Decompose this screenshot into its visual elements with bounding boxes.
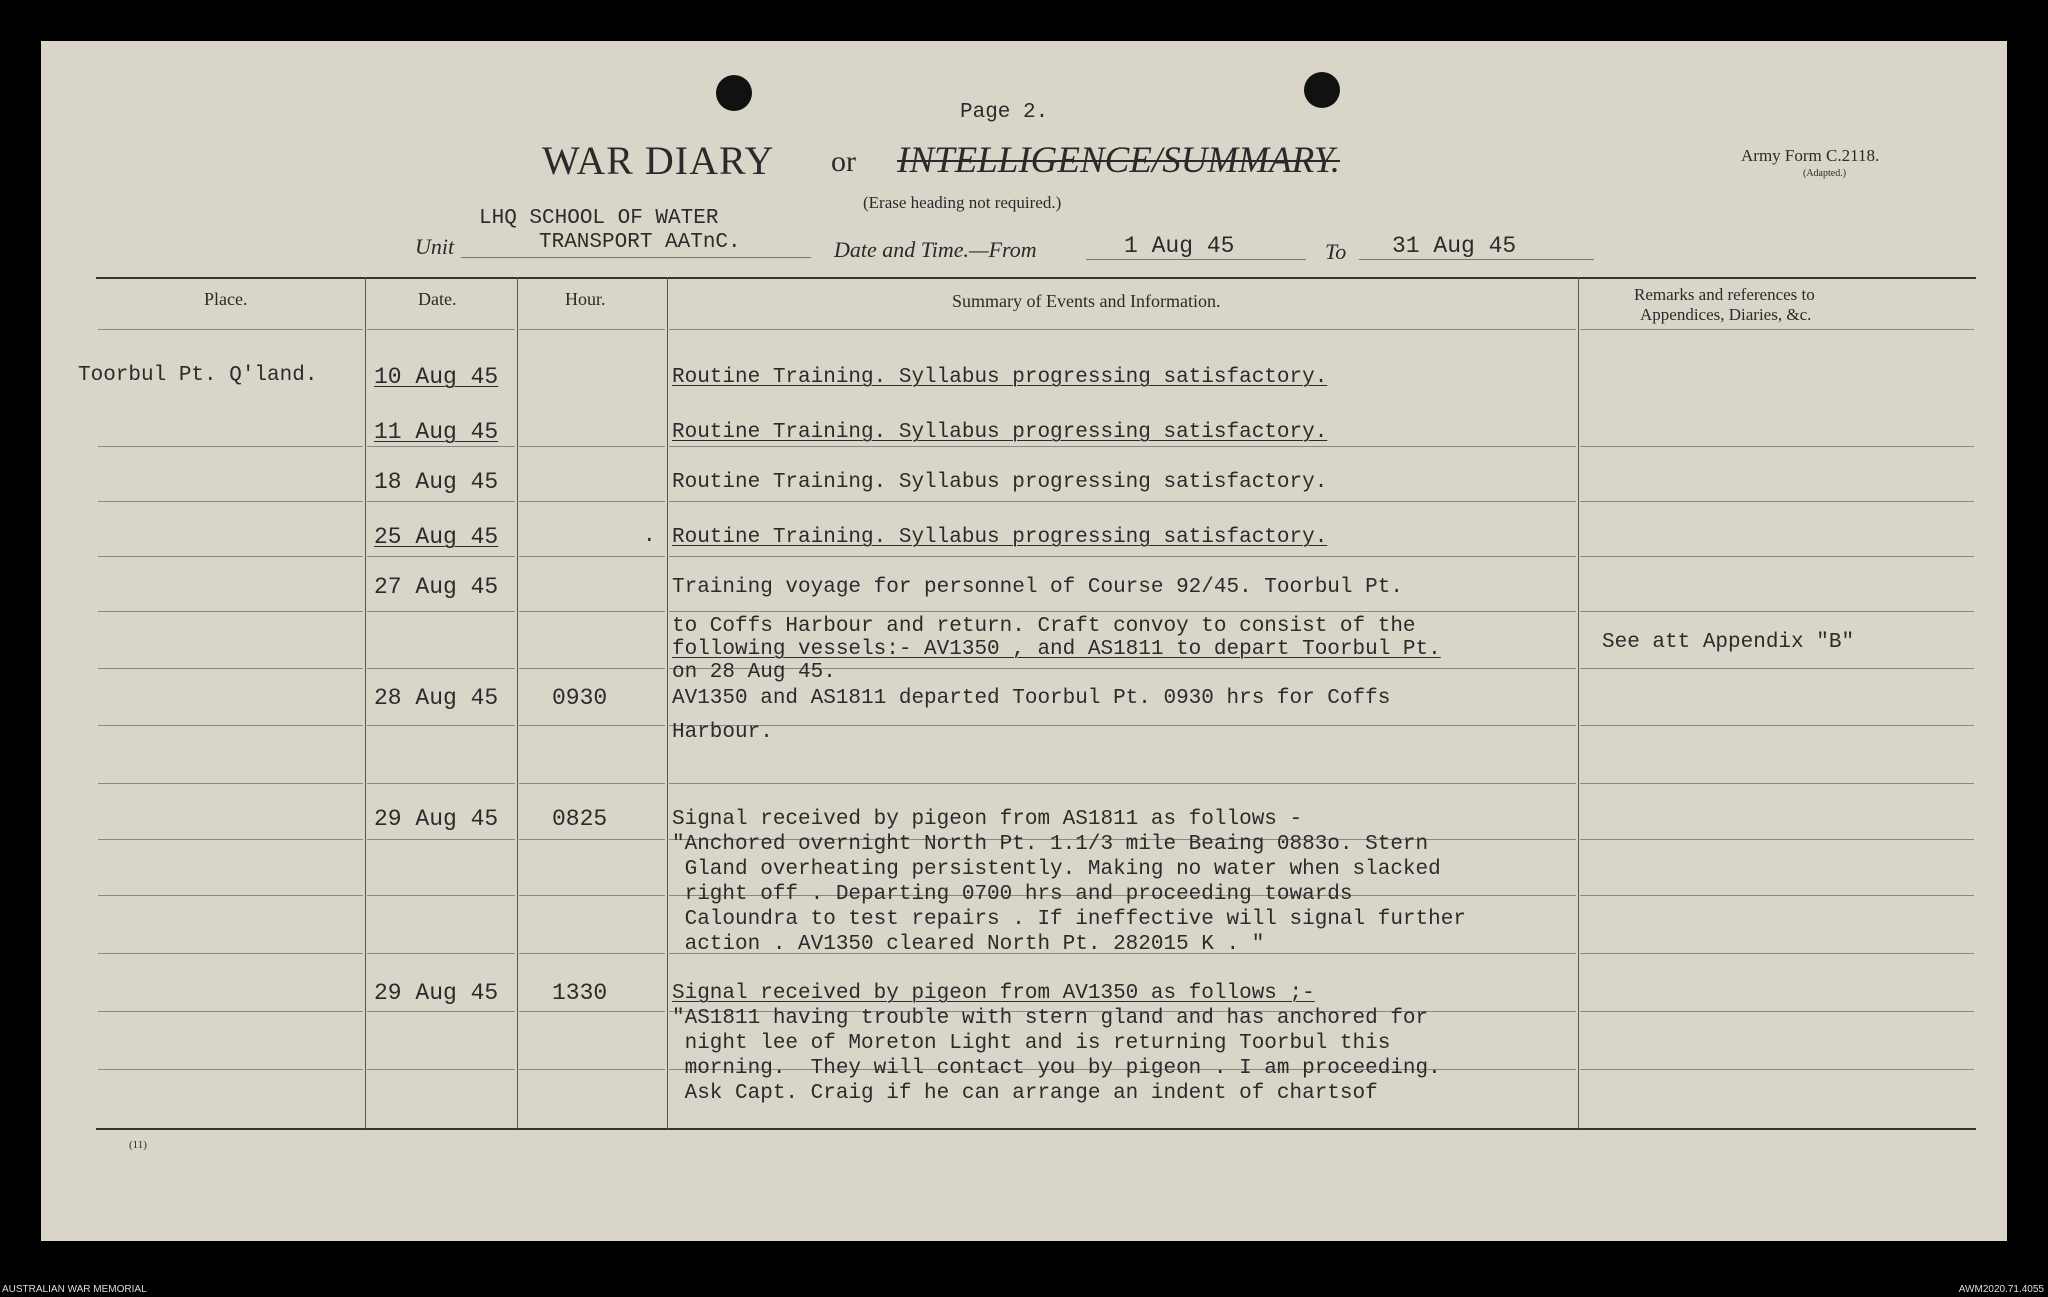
column-divider-hour [667,277,668,1129]
entry-line: Caloundra to test repairs . If ineffective will signal further [672,908,1466,931]
row-rule [1580,668,1974,669]
row-rule [367,1011,515,1012]
entry-date: 10 Aug 45 [374,364,499,390]
row-rule [367,783,515,784]
row-rule [367,895,515,896]
date-from-underline [1086,259,1306,260]
date-time-label: Date and Time.—From [834,237,1037,262]
entry-line: Training voyage for personnel of Course 92/45. Toorbul Pt. [672,576,1403,599]
row-rule [98,1011,363,1012]
row-rule [519,839,665,840]
entry-line: Routine Training. Syllabus progressing satisfactory. [672,526,1328,549]
erase-note: (Erase heading not required.) [863,193,1062,212]
row-rule [1580,1069,1974,1070]
row-rule [519,895,665,896]
row-rule [1580,953,1974,954]
entry-line: AV1350 and AS1811 departed Toorbul Pt. 0930 hrs for Coffs [672,687,1391,710]
row-rule [669,611,1576,612]
unit-underline [461,257,811,258]
row-rule [519,953,665,954]
entry-line: "AS1811 having trouble with stern gland and has anchored for [672,1007,1429,1030]
entry-line: on 28 Aug 45. [672,661,836,684]
row-rule [1580,725,1974,726]
entry-line: Signal received by pigeon from AV1350 as follows ;- [672,982,1315,1005]
row-rule [98,783,363,784]
row-rule [367,1069,515,1070]
row-rule [98,329,363,330]
entry-line: right off . Departing 0700 hrs and proceeding towards [672,883,1353,906]
row-rule [367,501,515,502]
row-rule [1580,329,1974,330]
row-rule [669,501,1576,502]
adapted-note: (Adapted.) [1803,168,1847,179]
unit-line-2: TRANSPORT AATnC. [539,231,741,254]
row-rule [669,446,1576,447]
row-rule [98,668,363,669]
header-hour: Hour. [565,289,606,309]
header-date: Date. [418,289,457,309]
title-war-diary: WAR DIARY [542,138,775,183]
row-rule [669,329,1576,330]
unit-line-1: LHQ SCHOOL OF WATER [479,207,719,230]
entry-hour: 1330 [552,980,608,1006]
entry-line: Signal received by pigeon from AS1811 as follows - [672,808,1303,831]
page-number: Page 2. [960,101,1049,124]
diary-sheet [41,41,2007,1241]
row-rule [367,725,515,726]
column-divider-summary [1578,277,1579,1129]
footer-accession: AWM2020.71.4055 [1958,1284,2044,1295]
row-rule [519,611,665,612]
row-rule [98,953,363,954]
table-top-border [96,277,1976,279]
remark-appendix: See att Appendix "B" [1602,631,1855,654]
unit-label: Unit [415,234,455,259]
row-rule [519,446,665,447]
row-rule [1580,501,1974,502]
row-rule [519,783,665,784]
place-value: Toorbul Pt. Q'land. [78,364,318,387]
row-rule [1580,1011,1974,1012]
row-rule [98,501,363,502]
row-rule [367,668,515,669]
row-rule [1580,611,1974,612]
column-divider-place [365,277,366,1129]
row-rule [98,839,363,840]
entry-date: 28 Aug 45 [374,685,499,711]
footer-institution: AUSTRALIAN WAR MEMORIAL [2,1284,147,1295]
row-rule [98,1069,363,1070]
entry-line: Harbour. [672,721,773,744]
entry-line: "Anchored overnight North Pt. 1.1/3 mile Beaing 0883o. Stern [672,833,1429,856]
row-rule [519,1011,665,1012]
punch-hole-left [716,75,752,111]
date-to-underline [1359,259,1594,260]
to-label: To [1325,239,1347,264]
header-remarks-1: Remarks and references to [1634,285,1815,304]
date-from: 1 Aug 45 [1124,233,1235,259]
army-form: Army Form C.2118. [1741,146,1880,165]
row-rule [519,668,665,669]
entry-hour: 0930 [552,685,608,711]
header-summary: Summary of Events and Information. [952,291,1221,311]
entry-date: 25 Aug 45 [374,524,499,550]
row-rule [1580,446,1974,447]
row-rule [367,953,515,954]
column-divider-date [517,277,518,1129]
entry-date: 29 Aug 45 [374,806,499,832]
entry-line: night lee of Moreton Light and is returning Toorbul this [672,1032,1391,1055]
row-rule [669,556,1576,557]
entry-date: 18 Aug 45 [374,469,499,495]
entry-line: Routine Training. Syllabus progressing satisfactory. [672,366,1328,389]
entry-line: action . AV1350 cleared North Pt. 282015 K . " [672,933,1265,956]
row-rule [519,329,665,330]
row-rule [367,611,515,612]
row-rule [98,895,363,896]
row-rule [98,611,363,612]
entry-line: morning. They will contact you by pigeon . I am proceeding. [672,1057,1441,1080]
row-rule [98,556,363,557]
entry-hour: . [643,525,656,548]
row-rule [519,725,665,726]
form-number: (11) [129,1139,147,1151]
entry-date: 11 Aug 45 [374,419,499,445]
entry-line: Routine Training. Syllabus progressing satisfactory. [672,471,1328,494]
entry-line: Routine Training. Syllabus progressing satisfactory. [672,421,1328,444]
table-bottom-border [96,1128,1976,1130]
row-rule [519,1069,665,1070]
entry-line: to Coffs Harbour and return. Craft convoy to consist of the [672,615,1416,638]
entry-date: 27 Aug 45 [374,574,499,600]
row-rule [367,329,515,330]
entry-hour: 0825 [552,806,608,832]
entry-line: following vessels:- AV1350 , and AS1811 to depart Toorbul Pt. [672,638,1441,661]
row-rule [669,725,1576,726]
entry-line: Ask Capt. Craig if he can arrange an indent of chartsof [672,1082,1378,1105]
row-rule [519,501,665,502]
row-rule [98,446,363,447]
row-rule [1580,783,1974,784]
row-rule [519,556,665,557]
punch-hole-right [1304,72,1340,108]
entry-line: Gland overheating persistently. Making no water when slacked [672,858,1441,881]
header-place: Place. [204,289,248,309]
row-rule [1580,895,1974,896]
header-remarks-2: Appendices, Diaries, &c. [1640,305,1812,324]
row-rule [1580,839,1974,840]
date-to: 31 Aug 45 [1392,233,1517,259]
row-rule [367,556,515,557]
row-rule [98,725,363,726]
row-rule [1580,556,1974,557]
title-struck-intelligence-summary: INTELLIGENCE/SUMMARY. [897,140,1341,181]
entry-date: 29 Aug 45 [374,980,499,1006]
row-rule [669,783,1576,784]
title-or: or [831,145,856,178]
row-rule [367,446,515,447]
row-rule [367,839,515,840]
